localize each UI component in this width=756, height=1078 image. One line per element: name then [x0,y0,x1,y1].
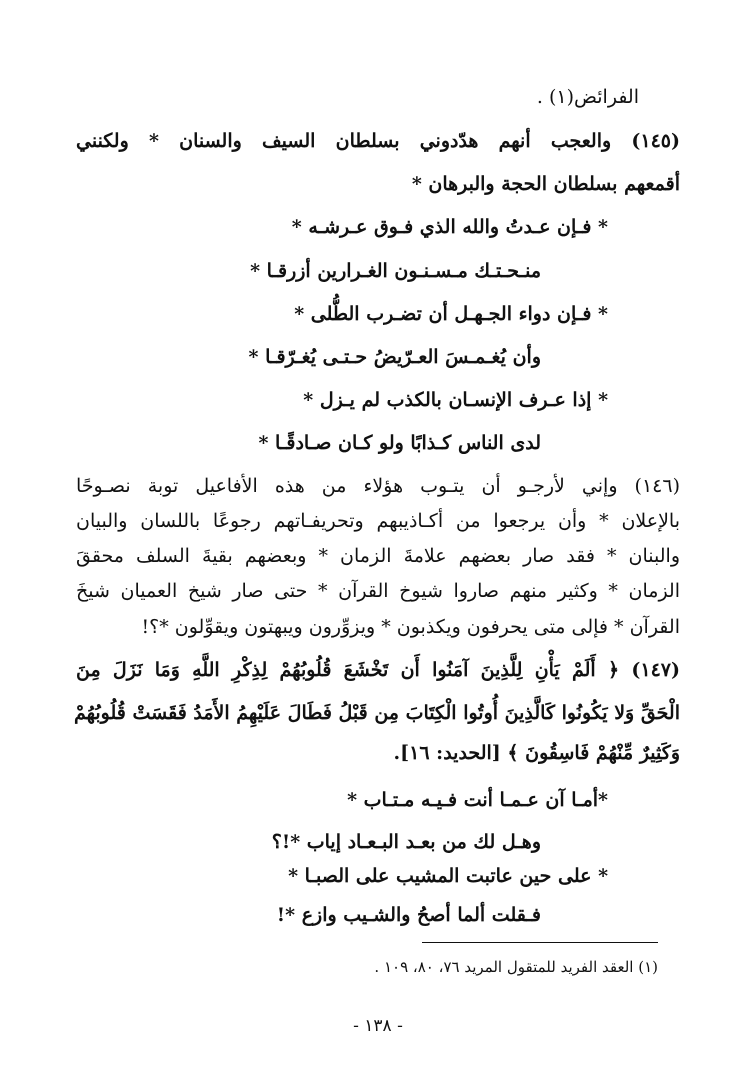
poem-4-first-hemistich: *أمـا آن عـمـا أنت فـيـه مـتـاب * [347,789,608,811]
paragraph-146-line-3: والبنان * فقد صار بعضهم علامةَ الزمان * وبعضهم بقيةَ السلف محققَ [76,545,680,567]
footnote-divider [422,942,658,943]
paragraph-146-line-4: الزمان * وكثير منهم صاروا شيوخ القرآن * حتى صار شيخ العميان شيخَ [76,580,680,602]
poem-1-second-hemistich: منـحـتـك مـسـنـون الغـرارين أزرقـا * [250,260,541,282]
poem-5-second-hemistich: فـقلت ألما أصحُ والشـيب وازع *! [276,904,541,926]
paragraph-147-line-3: وَكَثِيرٌ مِّنْهُمْ فَاسِقُونَ ﴾ [الحديد: ١٦]. [393,742,680,764]
poem-2-first-hemistich: * فـإن دواء الجـهـل أن تضـرب الطُّلى * [294,303,608,325]
paragraph-146-line-5: القرآن * فإلى متى يحرفون ويكذبون * ويزوِّرون ويبهتون ويقوِّلون *؟! [141,616,680,638]
poem-2-second-hemistich: وأن يُغـمـسَ العـرّيضُ حـتـى يُغـرّقـا * [248,346,541,368]
poem-1-first-hemistich: * فـإن عـدتُ والله الذي فـوق عـرشـه * [291,216,608,238]
paragraph-147-line-2: الْحَقِّ وَلا يَكُونُوا كَالَّذِينَ أُوتُوا الْكِتَابَ مِن قَبْلُ فَطَالَ عَلَيْهِمُ الأَمَدُ فَقَسَتْ قُلُوبُهُمْ [73,702,680,724]
paragraph-146-line-1: (١٤٦) وإني لأرجـو أن يتـوب هؤلاء من هذه الأفاعيل توبة نصـوحًا [76,475,680,497]
poem-3-second-hemistich: لدى الناس كـذابًا ولو كـان صـادقًـا * [258,432,541,454]
carryover-line: الفرائض(١) . [536,86,639,108]
poem-5-first-hemistich: * على حين عاتبت المشيب على الصبـا * [288,865,608,887]
paragraph-145-line-2: أقمعهم بسلطان الحجة والبرهان * [411,173,680,195]
footnote: (١) العقد الفريد للمتقول المريد ٧٦، ٨٠، ١٠٩ . [374,958,658,976]
paragraph-146-line-2: بالإعلان * وأن يرجعوا من أكـاذيبهم وتحريفـاتهم رجوعًا باللسان والبيان [76,510,680,532]
poem-3-first-hemistich: * إذا عـرف الإنسـان بالكذب لم يـزل * [303,389,608,411]
paragraph-147-line-1: (١٤٧) ﴿ أَلَمْ يَأْنِ لِلَّذِينَ آمَنُوا أَن تَخْشَعَ قُلُوبُهُمْ لِذِكْرِ اللَّهِ وَمَا نَزَلَ مِنَ [76,659,680,681]
page-number: - ١٣٨ - [353,1016,403,1036]
poem-4-second-hemistich: وهـل لك من بعـد البـعـاد إياب *!؟ [271,831,541,853]
paragraph-145-line-1: (١٤٥) والعجب أنهم هدّدوني بسلطان السيف والسنان * ولكنني [76,130,680,152]
